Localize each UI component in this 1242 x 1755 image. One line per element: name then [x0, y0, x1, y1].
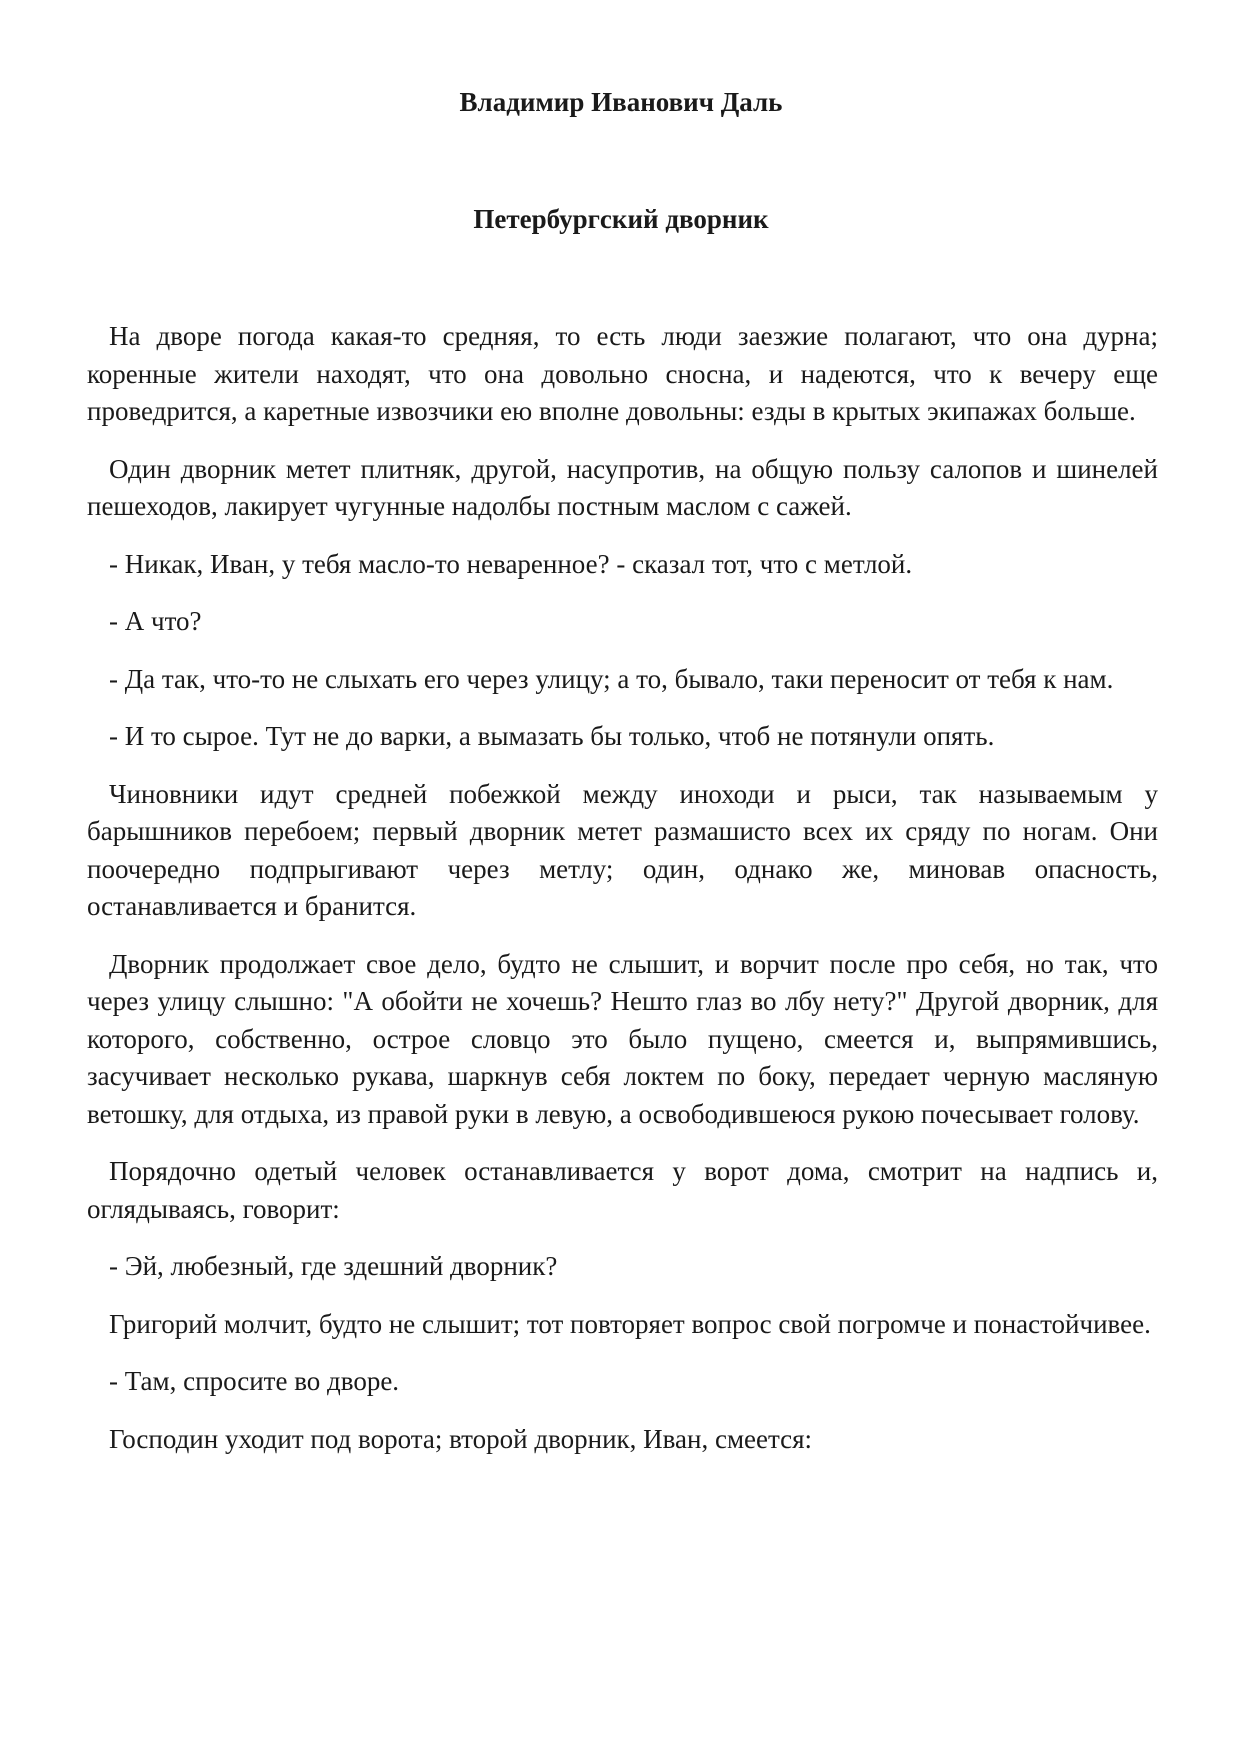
paragraph: Дворник продолжает свое дело, будто не слышит, и ворчит после про себя, но так, что через улицу слышно: "А обойти не хочешь? Нешто глаз во лбу нету?" Другой дворник, для которого, собственно, острое словцо это было пущено, смеется и, выпрямившись, засучивает несколько рукава, шаркнув себя локтем по боку, передает черную масляную ветошку, для отдыха, из правой руки в левую, а освободившеюся рукою почесывает голову.: [87, 948, 1158, 1129]
author-name: Владимир Иванович Даль: [459, 87, 783, 117]
paragraph: Один дворник метет плитняк, другой, насупротив, на общую пользу салопов и шинелей пешеходов, лакирует чугунные надолбы постным маслом с сажей.: [87, 453, 1158, 521]
dialogue-line: - И то сырое. Тут не до варки, а вымазать бы только, чтоб не потянули опять.: [109, 721, 995, 751]
body-text: [87, 318, 1158, 1478]
paragraph: Чиновники идут средней побежкой между иноходи и рыси, так называемым у барышников перебоем; первый дворник метет размашисто всех их сряду по ногам. Они поочередно подпрыгивают через метлу; один, однако же, миновав опасность, останавливается и бранится.: [87, 778, 1158, 921]
paragraph: Григорий молчит, будто не слышит; тот повторяет вопрос свой погромче и понастойчивее.: [109, 1308, 1151, 1339]
document-title: Петербургский дворник: [473, 204, 769, 234]
paragraph: Порядочно одетый человек останавливается у ворот дома, смотрит на надпись и, оглядываясь, говорит:: [87, 1156, 1158, 1224]
dialogue-line: - Да так, что-то не слыхать его через улицу; а то, бывало, таки переносит от тебя к нам.: [109, 663, 1114, 694]
dialogue-line: - Эй, любезный, где здешний дворник?: [109, 1251, 558, 1281]
paragraph: На дворе погода какая-то средняя, то есть люди заезжие полагают, что она дурна; коренные жители находят, что она довольно сносна, и надеются, что к вечеру еще проведрится, а каретные извозчики ею вполне довольны: езды в крытых экипажах больше.: [87, 321, 1158, 426]
dialogue-line: - Там, спросите во дворе.: [109, 1366, 400, 1396]
dialogue-line: - Никак, Иван, у тебя масло-то неваренное? - сказал тот, что с метлой.: [109, 548, 913, 579]
paragraph: Господин уходит под ворота; второй дворник, Иван, смеется:: [109, 1423, 813, 1454]
dialogue-line: - А что?: [109, 606, 202, 636]
